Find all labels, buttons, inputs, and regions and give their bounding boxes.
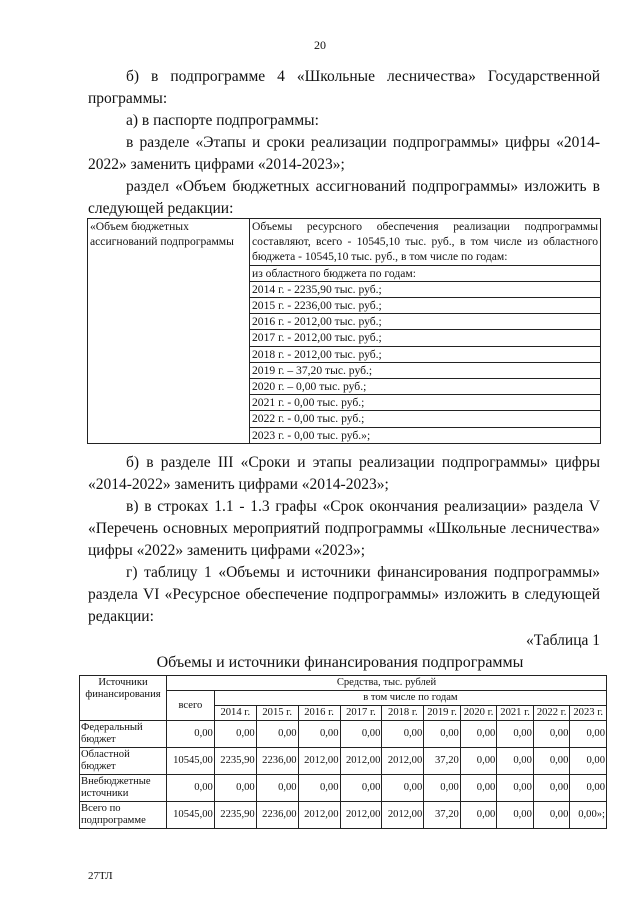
cell-value: 37,20 (424, 748, 461, 775)
cell-value: 0,00 (460, 802, 497, 829)
cell-value: 0,00 (340, 721, 382, 748)
page-number: 20 (314, 38, 326, 52)
cell-value: 0,00 (497, 775, 534, 802)
header-year: 2015 г. (256, 706, 298, 721)
cell-value: 0,00 (533, 748, 570, 775)
paragraph-section-6: г) таблицу 1 «Объемы и источники финансирования подпрограммы» раздела VI «Ресурсное обеспечение подпрограммы» изложить в следующей редакции: (88, 564, 600, 625)
financing-table (79, 675, 607, 829)
cell-value: 2012,00 (298, 748, 340, 775)
passport-year: 2023 г. - 0,00 тыс. руб.»; (252, 428, 371, 442)
cell-value: 2235,90 (214, 748, 256, 775)
cell-value: 2012,00 (340, 802, 382, 829)
financing-header-row (80, 676, 607, 691)
cell-value: 0,00 (340, 775, 382, 802)
header-year: 2014 г. (214, 706, 256, 721)
cell-value: 0,00 (256, 721, 298, 748)
cell-value: 0,00 (570, 748, 607, 775)
row-source: Федеральный бюджет (80, 721, 167, 748)
cell-value: 0,00 (533, 802, 570, 829)
row-source: Внебюджетные источники (80, 775, 167, 802)
header-year: 2021 г. (497, 706, 534, 721)
header-year: 2017 г. (340, 706, 382, 721)
cell-value: 0,00 (460, 721, 497, 748)
table-title: Объемы и источники финансирования подпрограммы (156, 654, 524, 671)
passport-year: 2017 г. - 2012,00 тыс. руб.; (250, 330, 600, 346)
row-source: Всего по подпрограмме (80, 802, 167, 829)
cell-value: 0,00 (382, 721, 424, 748)
cell-value: 0,00 (533, 775, 570, 802)
cell-value: 0,00 (570, 775, 607, 802)
header-by-year: в том числе по годам (214, 691, 606, 706)
cell-value: 2012,00 (382, 802, 424, 829)
cell-value: 0,00 (256, 775, 298, 802)
header-sources: Источники финансирования (80, 676, 167, 721)
cell-value: 10545,00 (167, 748, 215, 775)
table-row (80, 721, 607, 748)
passport-sub: из областного бюджета по годам: (250, 266, 600, 282)
header-year: 2016 г. (298, 706, 340, 721)
cell-value: 0,00 (497, 721, 534, 748)
cell-value: 0,00 (167, 775, 215, 802)
passport-year: 2019 г. – 37,20 тыс. руб.; (250, 363, 600, 379)
cell-value: 0,00 (533, 721, 570, 748)
paragraph-a: а) в паспорте подпрограммы: (126, 112, 319, 129)
paragraph-section-3: б) в разделе III «Сроки и этапы реализации подпрограммы» цифры «2014-2022» заменить цифрами «2014-2023»; (88, 454, 600, 493)
header-funds: Средства, тыс. рублей (167, 676, 607, 691)
table-row (80, 802, 607, 829)
cell-value: 2236,00 (256, 748, 298, 775)
cell-value: 0,00 (382, 775, 424, 802)
header-year: 2019 г. (424, 706, 461, 721)
header-year: 2020 г. (460, 706, 497, 721)
paragraph-stages: в разделе «Этапы и сроки реализации подпрограммы» цифры «2014-2022» заменить цифрами «2014-2023»; (88, 134, 600, 173)
paragraph-section-5: в) в строках 1.1 - 1.3 графы «Срок окончания реализации» раздела V «Перечень основных мероприятий подпрограммы «Школьные лесничества» цифры «2022» заменить цифрами «2023»; (88, 498, 600, 559)
cell-value: 0,00 (298, 775, 340, 802)
cell-value: 0,00»; (570, 802, 607, 829)
cell-value: 0,00 (214, 721, 256, 748)
passport-year: 2018 г. - 2012,00 тыс. руб.; (250, 347, 600, 363)
passport-year: 2016 г. - 2012,00 тыс. руб.; (250, 314, 600, 330)
cell-value: 0,00 (460, 748, 497, 775)
cell-value: 0,00 (570, 721, 607, 748)
header-year: 2018 г. (382, 706, 424, 721)
table-row (80, 748, 607, 775)
cell-value: 0,00 (298, 721, 340, 748)
cell-value: 2235,90 (214, 802, 256, 829)
cell-value: 0,00 (497, 748, 534, 775)
passport-year: 2015 г. - 2236,00 тыс. руб.; (250, 298, 600, 314)
cell-value: 0,00 (497, 802, 534, 829)
row-source: Областной бюджет (80, 748, 167, 775)
paragraph-budget: раздел «Объем бюджетных ассигнований подпрограммы» изложить в следующей редакции: (88, 178, 600, 217)
cell-value: 2012,00 (340, 748, 382, 775)
cell-value: 0,00 (214, 775, 256, 802)
cell-value: 0,00 (424, 721, 461, 748)
cell-value: 0,00 (167, 721, 215, 748)
table-label: «Таблица 1 (525, 632, 600, 649)
cell-value: 2012,00 (298, 802, 340, 829)
cell-value: 2236,00 (256, 802, 298, 829)
passport-year: 2021 г. - 0,00 тыс. руб.; (250, 395, 600, 411)
header-year: 2023 г. (570, 706, 607, 721)
passport-year: 2020 г. – 0,00 тыс. руб.; (250, 379, 600, 395)
cell-value: 10545,00 (167, 802, 215, 829)
passport-label: «Объем бюджетных ассигнований подпрограммы (88, 219, 250, 444)
paragraph-b: б) в подпрограмме 4 «Школьные лесничества» Государственной программы: (88, 68, 600, 107)
passport-intro: Объемы ресурсного обеспечения реализации подпрограммы составляют, всего - 10545,10 тыс. руб., в том числе из областного бюджета - 10545,10 тыс. руб., в том числе по годам: (250, 219, 600, 266)
cell-value: 37,20 (424, 802, 461, 829)
footer-code: 27ТЛ (88, 870, 113, 882)
passport-budget-table (87, 218, 601, 444)
passport-year: 2022 г. - 0,00 тыс. руб.; (250, 411, 600, 427)
passport-volumes (250, 219, 601, 444)
header-year: 2022 г. (533, 706, 570, 721)
passport-year: 2014 г. - 2235,90 тыс. руб.; (250, 282, 600, 298)
cell-value: 0,00 (460, 775, 497, 802)
cell-value: 2012,00 (382, 748, 424, 775)
cell-value: 0,00 (424, 775, 461, 802)
table-row (80, 775, 607, 802)
header-total: всего (167, 691, 215, 721)
